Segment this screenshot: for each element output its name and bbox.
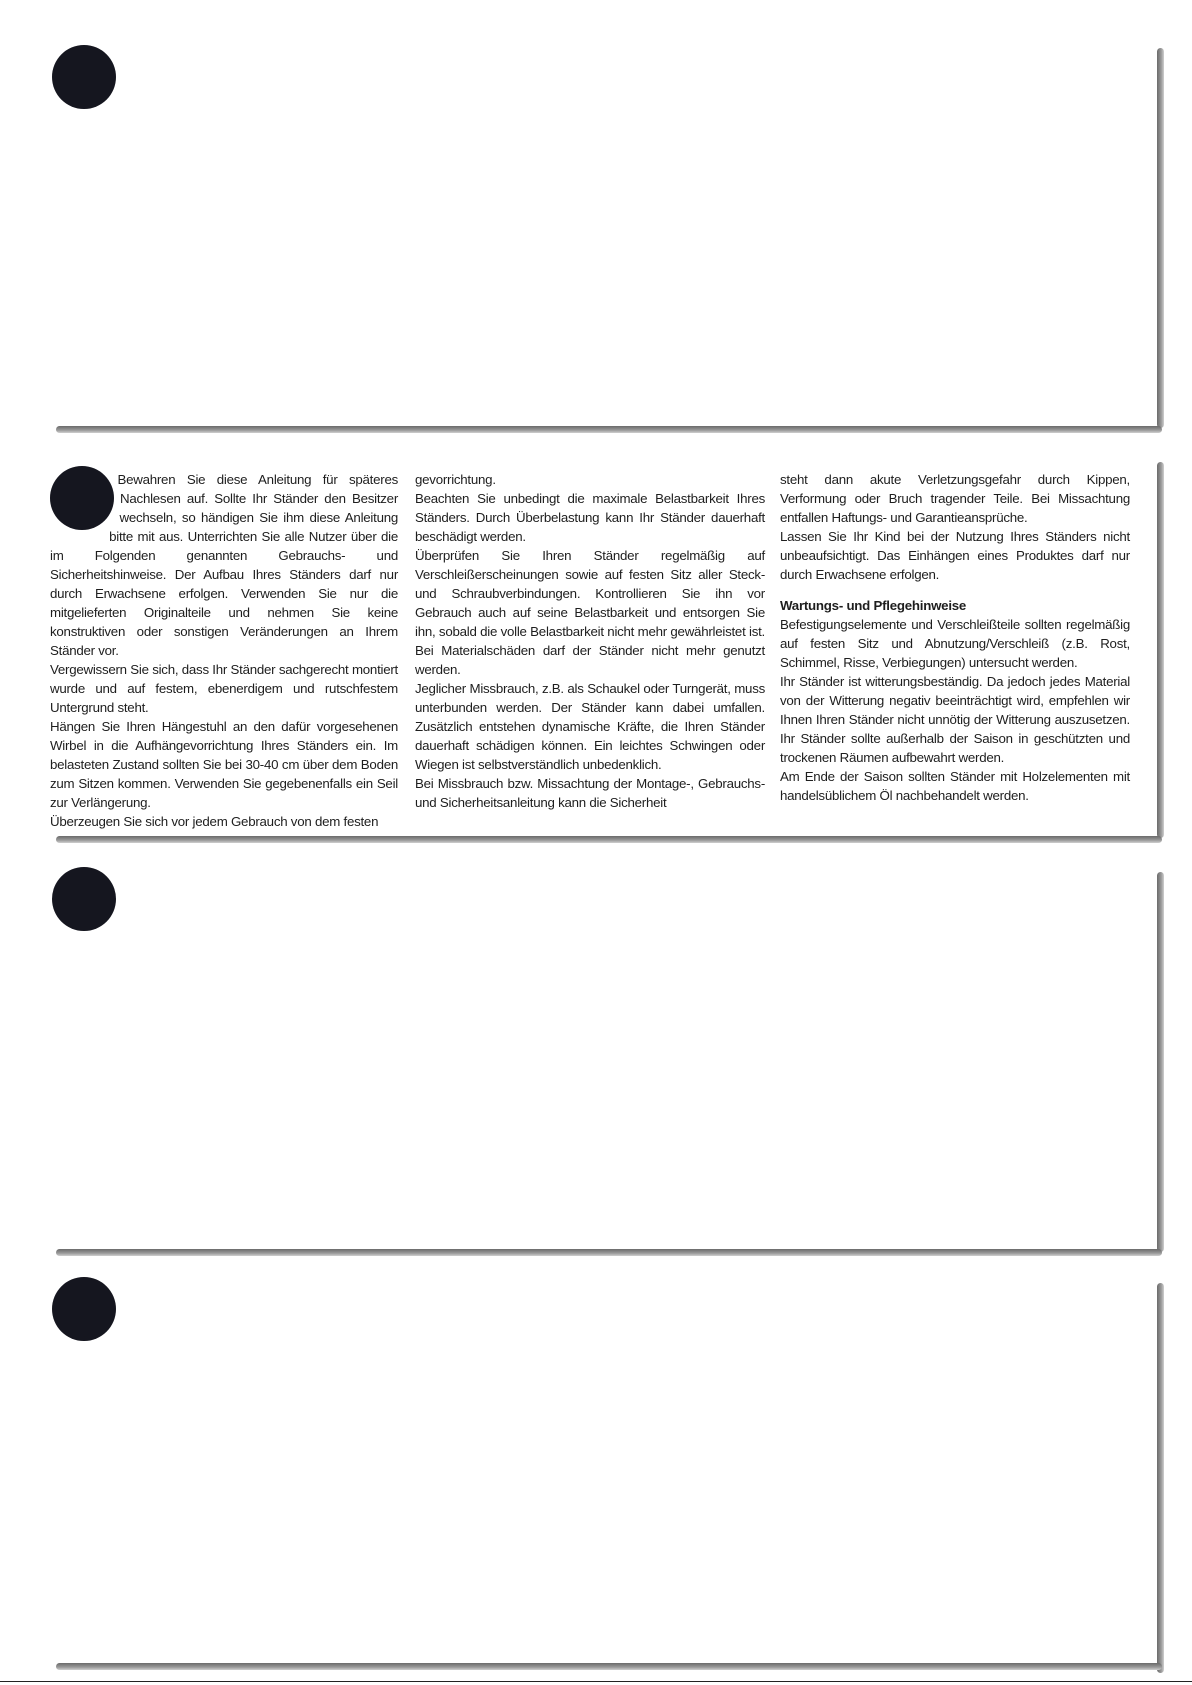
panel-4-shadow-bottom xyxy=(56,1663,1162,1670)
page-bottom-rule xyxy=(0,1681,1192,1682)
paragraph: Überprüfen Sie Ihren Ständer regelmäßig auf Verschleißerscheinungen sowie auf festen Sitz aller Steck- und Schraubverbindungen. Kontrollieren Sie ihn vor Gebrauch auch auf seine Belastbarkeit und entsorgen Sie ihn, sobald die volle Belastbarkeit nicht mehr gewährleistet ist. Bei Materialschäden darf der Ständer nicht mehr genutzt werden. xyxy=(415,548,765,677)
paragraph: Lassen Sie Ihr Kind bei der Nutzung Ihres Ständers nicht unbeaufsichtigt. Das Einhängen eines Produktes darf nur durch Erwachsene erfolgen. xyxy=(780,529,1130,582)
paragraph: Jeglicher Missbrauch, z.B. als Schaukel oder Turngerät, muss unterbunden werden. Der Ständer kann dabei umfallen. Zusätzlich entstehen dynamische Kräfte, die Ihren Ständer dauerhaft schädigen können. Ein leichtes Schwingen oder Wiegen ist selbstverständlich unbedenklich. xyxy=(415,681,765,772)
paragraph: Bewahren Sie diese Anleitung für späteres Nachlesen auf. Sollte Ihr Ständer den Besitzer wechseln, so händigen Sie ihm diese Anleitung bitte mit aus. Unterrichten Sie alle Nutzer über die im Folgenden genannten Gebrauchs- und Sicherheitshinweise. Der Aufbau Ihres Ständers darf nur durch Erwachsene erfolgen. Verwenden Sie nur die mitgelieferten Originalteile und nehmen Sie keine konstruktiven oder sonstigen Veränderungen an Ihrem Ständer vor. xyxy=(50,472,398,658)
paragraph: Hängen Sie Ihren Hängestuhl an den dafür vorgesehenen Wirbel in die Aufhängevorrichtung Ihres Ständers ein. Im belasteten Zustand sollten Sie bei 30-40 cm über dem Boden zum Sitzen kommen. Verwenden Sie gegebenenfalls ein Seil zur Verlängerung. xyxy=(50,719,398,810)
panel-4-shadow-right xyxy=(1157,1283,1164,1673)
section-heading: Wartungs- und Pflegehinweise xyxy=(780,598,967,613)
paragraph: Ihr Ständer ist witterungsbeständig. Da jedoch jedes Material von der Witterung negativ beeinträchtigt wird, empfehlen wir Ihnen Ihren Ständer nicht unnötig der Witterung auszusetzen. Ihr Ständer sollte außerhalb der Saison in geschützten und trockenen Räumen aufbewahrt werden. xyxy=(780,674,1130,765)
paragraph: Am Ende der Saison sollten Ständer mit Holzelementen mit handelsüblichem Öl nachbehandelt werden. xyxy=(780,769,1130,803)
paragraph: steht dann akute Verletzungsgefahr durch Kippen, Verformung oder Bruch tragender Teile. Bei Missachtung entfallen Haftungs- und Garantieansprüche. xyxy=(780,472,1130,525)
paragraph: Beachten Sie unbedingt die maximale Belastbarkeit Ihres Ständers. Durch Überbelastung kann Ihr Ständer dauerhaft beschädigt werden. xyxy=(415,491,765,544)
paragraph: Befestigungselemente und Verschleißteile sollten regelmäßig auf festen Sitz und Abnutzung/Verschleiß (z.B. Rost, Schimmel, Risse, Verbiegungen) untersucht werden. xyxy=(780,617,1130,670)
paragraph: Überzeugen Sie sich vor jedem Gebrauch von dem festen xyxy=(50,814,379,829)
language-dot-4 xyxy=(52,1277,116,1341)
paragraph: Vergewissern Sie sich, dass Ihr Ständer sachgerecht montiert wurde und auf festem, ebenerdigem und rutschfestem Untergrund steht. xyxy=(50,662,398,715)
paragraph: gevorrichtung. xyxy=(415,472,496,487)
paragraph: Bei Missbrauch bzw. Missachtung der Montage-, Gebrauchs- und Sicherheitsanleitung kann die Sicherheit xyxy=(415,776,765,810)
